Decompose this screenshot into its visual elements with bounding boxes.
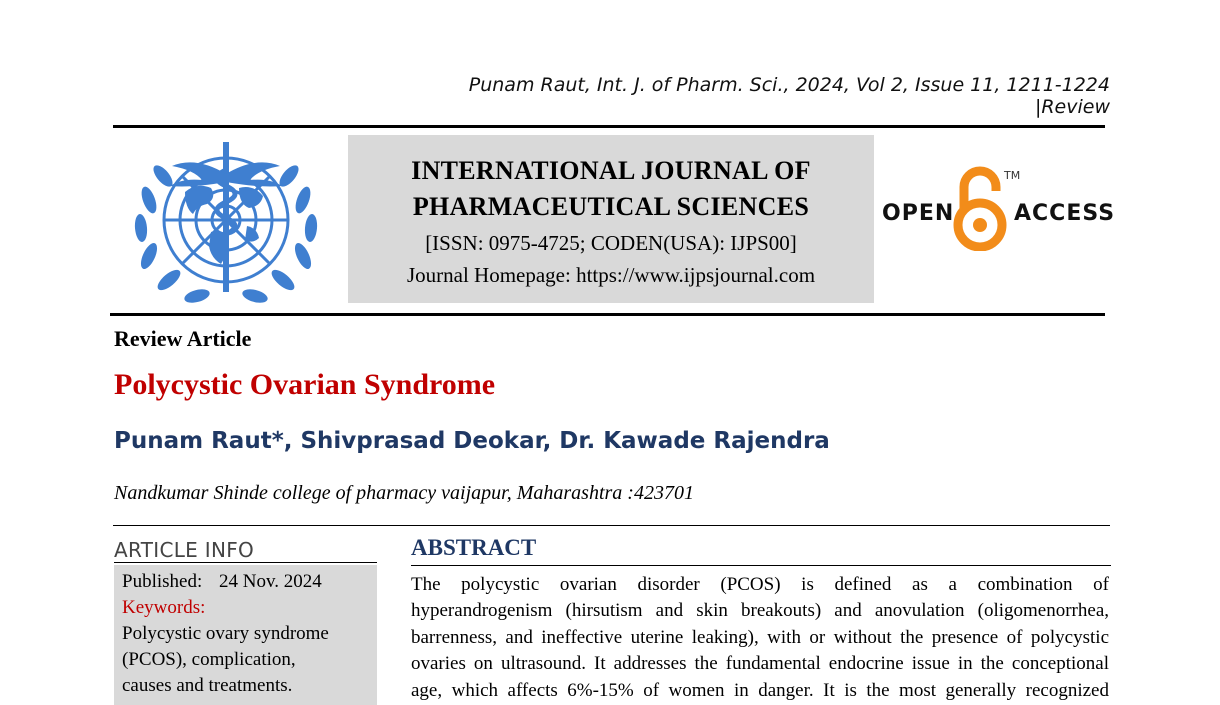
published-label: Published: xyxy=(122,571,203,592)
abstract-body xyxy=(411,572,1109,704)
open-access-right-text: ACCESS xyxy=(1014,201,1116,226)
header-top-rule xyxy=(113,125,1105,128)
open-access-left-text: OPEN xyxy=(882,201,955,226)
author-list: Punam Raut*, Shivprasad Deokar, Dr. Kawade Rajendra xyxy=(114,428,830,454)
article-title: Polycystic Ovarian Syndrome xyxy=(114,368,496,401)
journal-homepage: Journal Homepage: https://www.ijpsjournal.com xyxy=(406,263,816,287)
article-info-rule xyxy=(114,562,377,563)
abstract-line: ovaries on ultrasound. It addresses the fundamental endocrine issue in the conceptional xyxy=(411,653,1109,675)
published-date: 24 Nov. 2024 xyxy=(218,571,322,592)
affiliation: Nandkumar Shinde college of pharmacy vaijapur, Maharashtra :423701 xyxy=(114,482,694,504)
abstract-line: The polycystic ovarian disorder (PCOS) is defined as a combination of xyxy=(411,574,1109,595)
running-head: Punam Raut, Int. J. of Pharm. Sci., 2024, Vol 2, Issue 11, 1211-1224 |Review xyxy=(468,74,1110,118)
open-lock-icon xyxy=(952,165,1008,251)
header-bottom-rule xyxy=(110,313,1105,316)
abstract-heading: ABSTRACT xyxy=(411,535,537,560)
abstract-line: barrenness, and ineffective uterine leaking), with or without the presence of polycystic xyxy=(411,626,1109,648)
abstract-line: age, which affects 6%-15% of women in danger. It is the most generally recognized xyxy=(411,679,1109,701)
journal-masthead xyxy=(348,135,874,303)
article-info-heading: ARTICLE INFO xyxy=(114,538,255,562)
keywords-line: causes and treatments. xyxy=(122,675,293,696)
journal-issn: [ISSN: 0975-4725; CODEN(USA): IJPS00] xyxy=(425,231,797,255)
article-info-box xyxy=(114,565,377,705)
journal-name-line1: INTERNATIONAL JOURNAL OF xyxy=(411,156,811,185)
journal-name-line2: PHARMACEUTICAL SCIENCES xyxy=(412,192,810,221)
keywords-line: Polycystic ovary syndrome xyxy=(122,623,329,644)
un-emblem-icon xyxy=(127,140,325,306)
open-access-logo xyxy=(880,165,1116,255)
open-access-tm: TM xyxy=(1004,169,1021,182)
abstract-rule xyxy=(411,565,1111,566)
affiliation-rule xyxy=(113,525,1110,526)
keywords-label: Keywords: xyxy=(122,597,206,618)
abstract-line: hyperandrogenism (hirsutism and skin breakouts) and anovulation (oligomenorrhea, xyxy=(411,600,1109,622)
article-type: Review Article xyxy=(114,326,252,351)
published-row xyxy=(122,569,369,595)
keywords-line: (PCOS), complication, xyxy=(122,649,296,670)
